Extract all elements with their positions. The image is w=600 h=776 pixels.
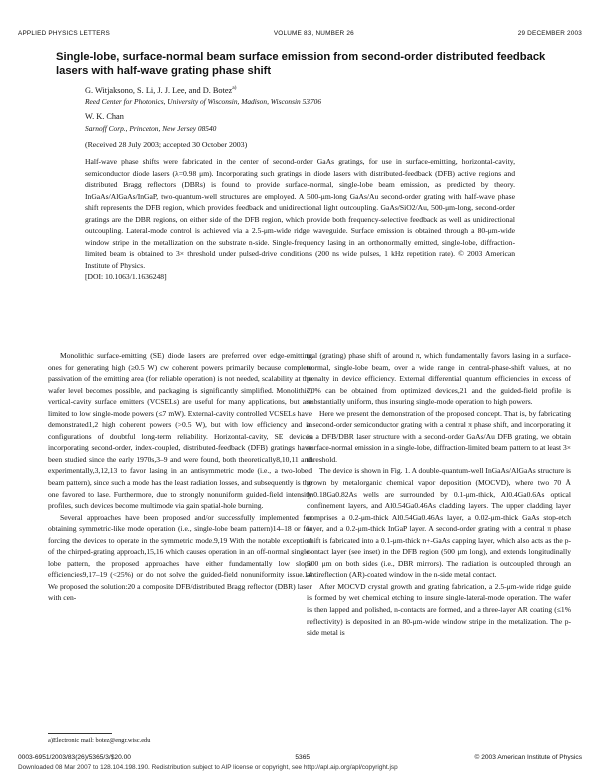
paper-title: Single-lobe, surface-normal beam surface emission from second-order distributed feedback lasers with half-wave grating phase shift: [56, 51, 546, 77]
volume-number: VOLUME 83, NUMBER 26: [273, 30, 354, 37]
right-column: [307, 350, 571, 639]
body-paragraph: Monolithic surface-emitting (SE) diode lasers are preferred over edge-emitting ones for generating high (≥0.5 W) cw coherent powers primarily because complete passivation of the emitting area (for reliable operation) is not needed, scalability at the wafer level becomes possible, and packaging is significantly simplified. Monolithic, vertical-cavity surface emitters (VCSELs) are useful for many applications, but are limited to low single-mode powers (≤7 mW). External-cavity controlled VCSELs have demonstrated1,2 high coherent powers (>0.5 W), but with low efficiency and in configurations of doubtful long-term reliability. Horizontal-cavity, SE devices incorporating second-order, index-coupled, distributed-feedback (DFB) gratings have been studied since the early 1970s,3–9 and were found, both theoretically8,10,11 and experimentally,3,12,13 to favor lasing in an antisymmetric mode (i.e., a two-lobed beam pattern), since such a mode has the least radiation losses, and subsequently is the one favored to lase. Furthermore, due to strongly nonuniform guided-field intensity profiles, such devices become multimode via gain spatial-hole burning.: [48, 351, 312, 511]
left-column: [48, 350, 312, 604]
affiliation-2: Sarnoff Corp., Princeton, New Jersey 08540: [85, 124, 217, 133]
body-paragraph: After MOCVD crystal growth and grating fabrication, a 2.5-μm-wide ridge guide is formed by wet chemical etching to insure single-lateral-mode operation. The wafer is then lapped and polished, n-contacts are formed, and a three-layer AR coating (≤1% reflectivity) is deposited in an 80-μm-wide window stripe in the metalization. The p-side metal is: [307, 581, 571, 638]
running-header: [18, 30, 582, 37]
page-footer: [18, 754, 582, 761]
body-paragraph: The device is shown in Fig. 1. A double-quantum-well InGaAs/AlGaAs structure is grown by metalorganic chemical vapor deposition (MOCVD), where two 70 Å In0.18Ga0.82As wells are surrounded by 0.1-μm-thick, Al0.4Ga0.6As optical confinement layers, and Al0.54Ga0.46As cladding layers. The upper cladding layer comprises a 0.2-μm-thick Al0.54Ga0.46As layer, a 0.02-μm-thick GaAs stop-etch layer, and a 0.2-μm-thick InGaP layer. A second-order grating with a central π phase shift is fabricated into a 0.1-μm-thick n+-GaAs capping layer, which also acts as the p-contact layer (see inset) in the DFB region (500 μm long), and extends longitudinally 500 μm on both sides (i.e., DBR mirrors). The radiation is outcoupled through an antireflection (AR)-coated window in the n-side metal contact.: [307, 466, 571, 580]
authors-names: G. Witjaksono, S. Li, J. J. Lee, and D. Botez: [85, 85, 233, 95]
footnote: a)Electronic mail: botez@engr.wisc.edu: [48, 737, 151, 744]
body-paragraph: tral (grating) phase shift of around π, which fundamentally favors lasing in a surface-normal, single-lobe beam, over a wide range in central-phase-shift values, at no penalty in device efficiency. External differential quantum efficiencies in excess of 70% can be obtained from optimized devices,21 and the guided-field profile is substantially uniform, thus insuring single-mode operation to high powers.: [307, 351, 571, 407]
copyright: © 2003 American Institute of Physics: [474, 754, 582, 761]
page-number: 5365: [295, 754, 311, 761]
body-paragraph: Here we present the demonstration of the proposed concept. That is, by fabricating a second-order semiconductor grating with a central π phase shift, and incorporating it in a DFB/DBR laser structure with a second-order GaAs/Au DFB grating, we obtain surface-normal emission in a single-lobe, diffraction-limited beam pattern to at least 3× threshold.: [307, 408, 571, 464]
abstract-text: Half-wave phase shifts were fabricated in the center of second-order GaAs gratings, for use in surface-emitting, horizontal-cavity, semiconductor diode lasers (λ=0.98 μm). Incorporating such gratings in diode lasers with distributed-feedback (DFB) active regions and distributed Bragg reflectors (DBRs) is found to provide surface-normal, single-lobe beam emission, as predicted by theory. InGaAs/AlGaAs/InGaP, two-quantum-well structures are employed. A 500-μm-long GaAs/Au second-order grating with half-wave phase shift represents the DFB region, which provides feedback and unidirectional light outcoupling. GaAs/SiO2/Au, 500-μm-long, second-order gratings are the DBR regions, on either side of the DFB region, which provide both frequency-selective feedback as well as unidirectional outcoupling. Lateral-mode control is achieved via a 2.5-μm-wide ridge waveguide. Surface emission is obtained through a 80-μm-wide window stripe in the metallization on the substrate n-side. Single-frequency lasing in an orthonormally emitted, single-lobe, diffraction-limited beam is obtained to 3× threshold under pulsed-drive conditions (200 ns wide pulses, 1 kHz repetition rate). © 2003 American Institute of Physics.: [85, 157, 515, 270]
author-list-1: [85, 85, 237, 95]
affiliation-1: Reed Center for Photonics, University of Wisconsin, Madison, Wisconsin 53706: [85, 97, 322, 106]
author-footnote-mark: a): [232, 85, 237, 91]
doi: [DOI: 10.1063/1.1636248]: [85, 272, 167, 282]
download-note: Downloaded 08 Mar 2007 to 128.104.198.190. Redistribution subject to AIP license or copyright, see http://apl.aip.org/apl/copyright.jsp: [18, 764, 398, 771]
abstract: [85, 156, 515, 283]
issue-date: 29 DECEMBER 2003: [517, 30, 582, 37]
footnote-divider: [48, 733, 112, 734]
footer-code: 0003-6951/2003/83(26)/5365/3/$20.00: [18, 754, 131, 761]
journal-name: APPLIED PHYSICS LETTERS: [18, 30, 110, 37]
author-list-2: W. K. Chan: [85, 112, 124, 121]
received-dates: (Received 28 July 2003; accepted 30 October 2003): [85, 140, 248, 149]
body-paragraph: Several approaches have been proposed and/or successfully implemented for obtaining symmetric-like mode operation (i.e., single-lobe beam pattern)14–18 or for forcing the devices to operate in the symmetric mode.9,19 With the notable exception of the chirped-grating approach,15,16 which causes operation in an off-normal single-lobe pattern, the proposed approaches have either fundamentally low slope efficiencies9,17–19 (<25%) or do not solve the guided-field nonuniformity issue.14 We proposed the solution:20 a composite DFB/distributed Bragg reflector (DBR) laser with cen-: [48, 512, 312, 603]
